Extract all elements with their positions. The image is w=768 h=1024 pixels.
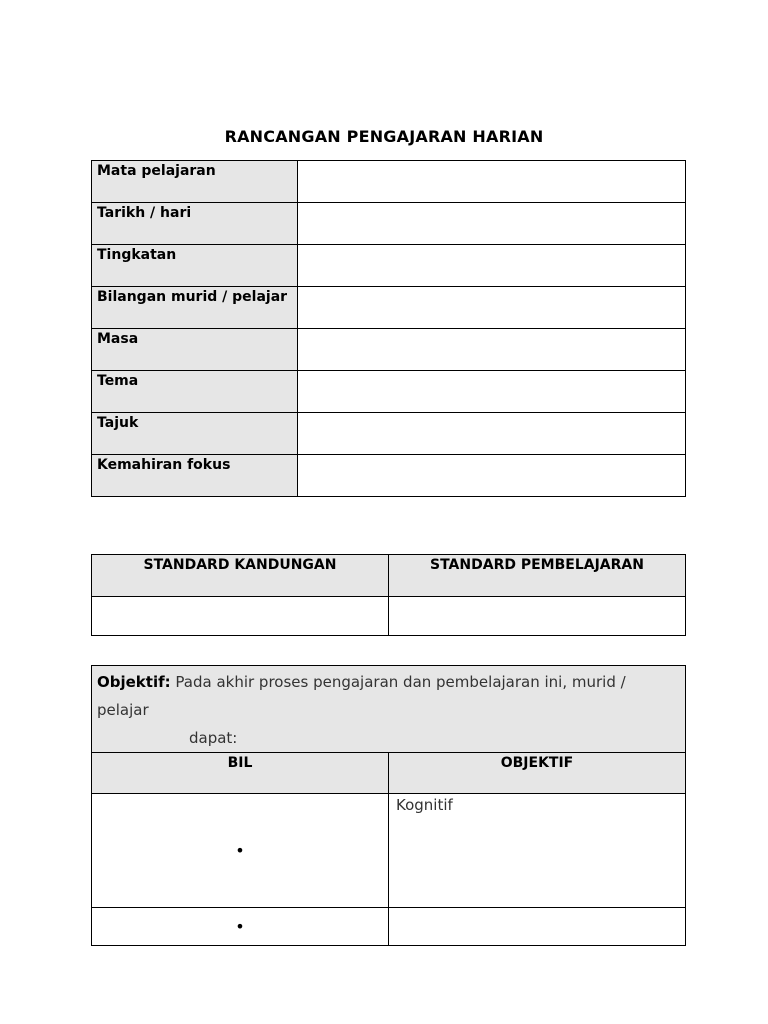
info-value-cell[interactable] (298, 455, 686, 497)
info-value-cell[interactable] (298, 161, 686, 203)
info-value-cell[interactable] (298, 245, 686, 287)
info-row (92, 371, 686, 413)
standard-pembelajaran-cell[interactable] (389, 597, 686, 636)
bil-header: BIL (92, 753, 389, 794)
standard-kandungan-header: STANDARD KANDUNGAN (92, 555, 389, 597)
page-title: RANCANGAN PENGAJARAN HARIAN (224, 127, 544, 146)
info-row (92, 161, 686, 203)
info-row (92, 245, 686, 287)
bullet-icon: • (92, 794, 389, 908)
objective-row-text[interactable] (389, 908, 686, 946)
info-label: Tingkatan (92, 245, 298, 287)
info-row (92, 203, 686, 245)
info-label: Mata pelajaran (92, 161, 298, 203)
info-row (92, 413, 686, 455)
info-label: Bilangan murid / pelajar (92, 287, 298, 329)
info-value-cell[interactable] (298, 287, 686, 329)
info-row (92, 287, 686, 329)
info-label: Tarikh / hari (92, 203, 298, 245)
info-table (91, 160, 686, 497)
info-label: Kemahiran fokus (92, 455, 298, 497)
objective-intro (92, 666, 686, 753)
objective-intro-text: Pada akhir proses pengajaran dan pembelajaran ini, murid / pelajar (97, 673, 626, 719)
objective-intro-continuation: dapat: (189, 729, 238, 747)
info-row (92, 455, 686, 497)
objective-label: Objektif: (97, 673, 171, 691)
standard-pembelajaran-header: STANDARD PEMBELAJARAN (389, 555, 686, 597)
objective-row-text[interactable]: Kognitif (389, 794, 686, 908)
standard-kandungan-cell[interactable] (92, 597, 389, 636)
info-label: Masa (92, 329, 298, 371)
info-label: Tajuk (92, 413, 298, 455)
info-label: Tema (92, 371, 298, 413)
info-value-cell[interactable] (298, 329, 686, 371)
standard-table (91, 554, 686, 636)
info-value-cell[interactable] (298, 371, 686, 413)
objective-table (91, 665, 686, 946)
objektif-header: OBJEKTIF (389, 753, 686, 794)
bullet-icon: • (92, 908, 389, 946)
info-value-cell[interactable] (298, 203, 686, 245)
info-value-cell[interactable] (298, 413, 686, 455)
info-row (92, 329, 686, 371)
